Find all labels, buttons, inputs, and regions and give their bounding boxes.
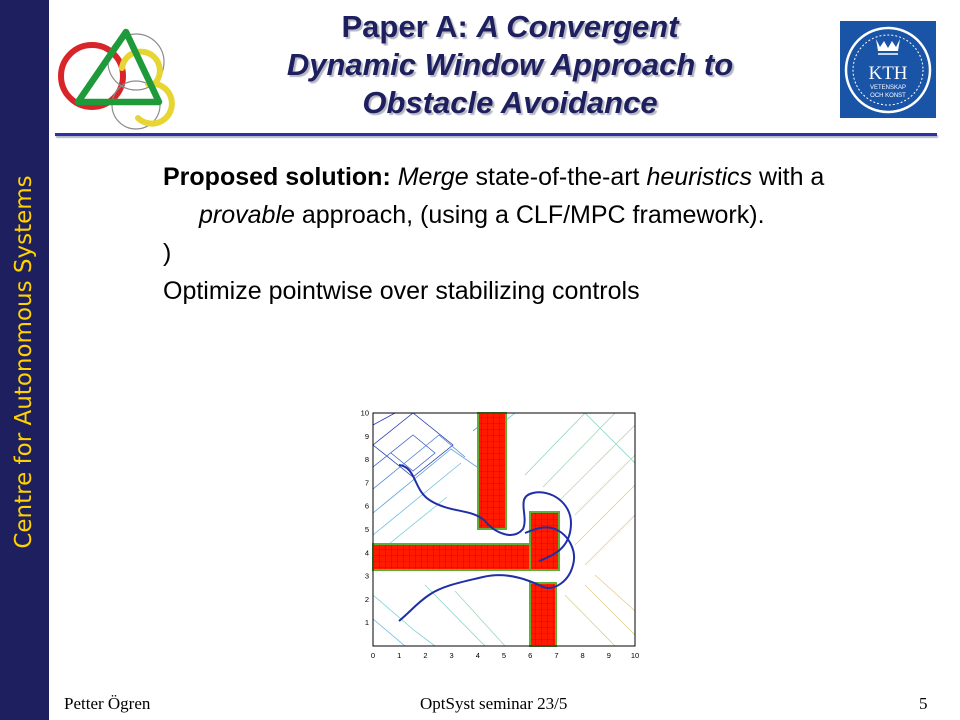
svg-text:VETENSKAP: VETENSKAP <box>869 85 907 91</box>
svg-text:0: 0 <box>370 651 376 660</box>
svg-text:7: 7 <box>364 478 369 488</box>
y-tick-labels <box>361 409 369 628</box>
kth-logo <box>840 21 936 118</box>
svg-text:10: 10 <box>360 408 369 418</box>
svg-text:6: 6 <box>528 651 533 660</box>
svg-text:4: 4 <box>364 548 369 558</box>
footer-author: Petter Ögren <box>64 694 151 713</box>
svg-text:1: 1 <box>364 618 369 628</box>
svg-text:10: 10 <box>630 651 640 660</box>
proposed-solution-paragraph: Proposed solution: Merge state-of-the-art heuristics with a provable approach, (using a CLF/MPC framework). <box>163 163 825 229</box>
kth-logo-text: KTH <box>868 63 908 84</box>
svg-text:2: 2 <box>423 651 428 660</box>
svg-text:3: 3 <box>449 651 454 660</box>
title-prefix: Paper A: <box>341 9 468 44</box>
svg-text:1: 1 <box>397 651 402 660</box>
svg-text:5: 5 <box>501 651 507 660</box>
footer-page-number: 5 <box>919 694 928 713</box>
svg-text:3: 3 <box>364 571 369 581</box>
obstacle-avoidance-plot <box>355 405 645 670</box>
title-line2: Dynamic Window Approach to <box>286 47 734 82</box>
sidebar-label: Centre for Autonomous Systems <box>11 175 37 549</box>
sidebar <box>0 0 49 720</box>
slide-body <box>163 158 863 310</box>
svg-text:6: 6 <box>364 501 369 511</box>
x-tick-labels <box>371 651 639 660</box>
title-line1: A Convergent <box>476 9 679 44</box>
footer-center: OptSyst seminar 23/5 <box>420 694 568 713</box>
svg-text:9: 9 <box>606 651 611 660</box>
svg-text:8: 8 <box>364 455 369 465</box>
title-line3: Obstacle Avoidance <box>362 85 658 120</box>
svg-text:4: 4 <box>475 651 480 660</box>
cas-logo <box>56 22 182 132</box>
optimize-paragraph: Optimize pointwise over stabilizing controls <box>163 277 640 305</box>
svg-text:2: 2 <box>364 594 369 604</box>
slide-title <box>210 8 810 122</box>
svg-text:9: 9 <box>364 431 369 441</box>
obstacles <box>373 413 559 646</box>
svg-text:7: 7 <box>554 651 559 660</box>
implies-symbol: ) <box>163 239 172 267</box>
svg-text:5: 5 <box>364 525 369 534</box>
svg-text:OCH KONST: OCH KONST <box>870 93 906 99</box>
svg-text:8: 8 <box>580 651 585 660</box>
title-rule <box>55 133 937 136</box>
